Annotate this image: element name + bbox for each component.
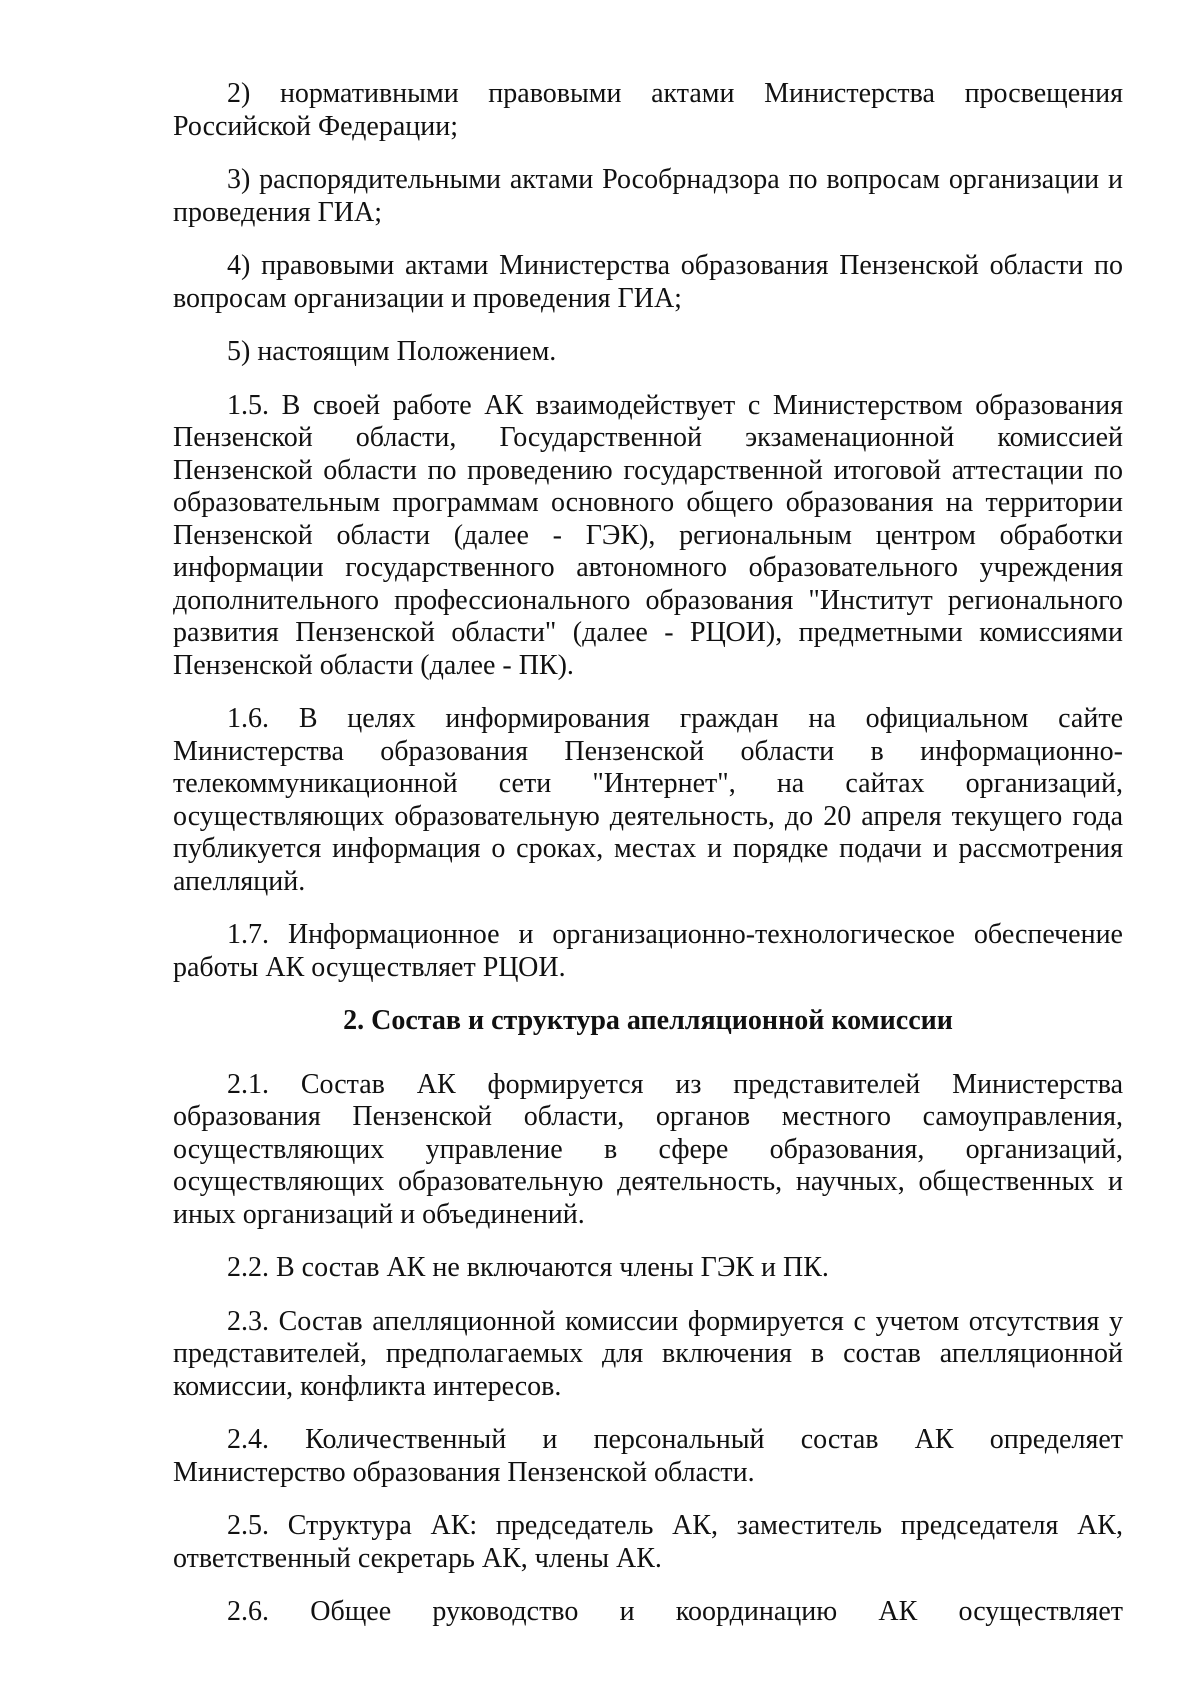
paragraph-2-2: 2.2. В состав АК не включаются члены ГЭК и ПК. — [227, 1252, 829, 1283]
paragraph-1-6: 1.6. В целях информирования граждан на официальном сайте Министерства образования Пензенской области в информационно-телекоммуникационной сети "Интернет", на сайтах организаций, осуществляющих образовательную деятельность, до 20 апреля текущего года публикуется информация о сроках, местах и порядке подачи и рассмотрения апелляций. — [173, 703, 1123, 897]
paragraph-item-4: 4) правовыми актами Министерства образования Пензенской области по вопросам организации и проведения ГИА; — [173, 250, 1123, 314]
section-heading: 2. Состав и структура апелляционной комиссии — [343, 1005, 953, 1036]
paragraph-2-6: 2.6. Общее руководство и координацию АК осуществляет — [227, 1596, 1123, 1627]
paragraph-1-5: 1.5. В своей работе АК взаимодействует с Министерством образования Пензенской области, Государственной экзаменационной комиссией Пензенской области по проведению государственной итоговой аттестации по образовательным программам основного общего образования на территории Пензенской области (далее - ГЭК), региональным центром обработки информации государственного автономного образовательного учреждения дополнительного профессионального образования "Институт регионального развития Пензенской области" (далее - РЦОИ), предметными комиссиями Пензенской области (далее - ПК). — [173, 389, 1123, 681]
paragraph-2-1: 2.1. Состав АК формируется из представителей Министерства образования Пензенской области, органов местного самоуправления, осуществляющих управление в сфере образования, организаций, осуществляющих образовательную деятельность, научных, общественных и иных организаций и объединений. — [173, 1068, 1123, 1230]
paragraph-item-2: 2) нормативными правовыми актами Министерства просвещения Российской Федерации; — [173, 78, 1123, 142]
paragraph-item-3: 3) распорядительными актами Рособрнадзора по вопросам организации и проведения ГИА; — [173, 164, 1123, 228]
paragraph-2-3: 2.3. Состав апелляционной комиссии формируется с учетом отсутствия у представителей, предполагаемых для включения в состав апелляционной комиссии, конфликта интересов. — [173, 1305, 1123, 1402]
paragraph-1-7: 1.7. Информационное и организационно-технологическое обеспечение работы АК осуществляет РЦОИ. — [173, 919, 1123, 983]
document-page — [173, 78, 1123, 1629]
paragraph-2-4: 2.4. Количественный и персональный состав АК определяет Министерство образования Пензенской области. — [173, 1424, 1123, 1488]
paragraph-2-5: 2.5. Структура АК: председатель АК, заместитель председателя АК, ответственный секретарь АК, члены АК. — [173, 1510, 1123, 1574]
paragraph-item-5: 5) настоящим Положением. — [227, 336, 557, 367]
